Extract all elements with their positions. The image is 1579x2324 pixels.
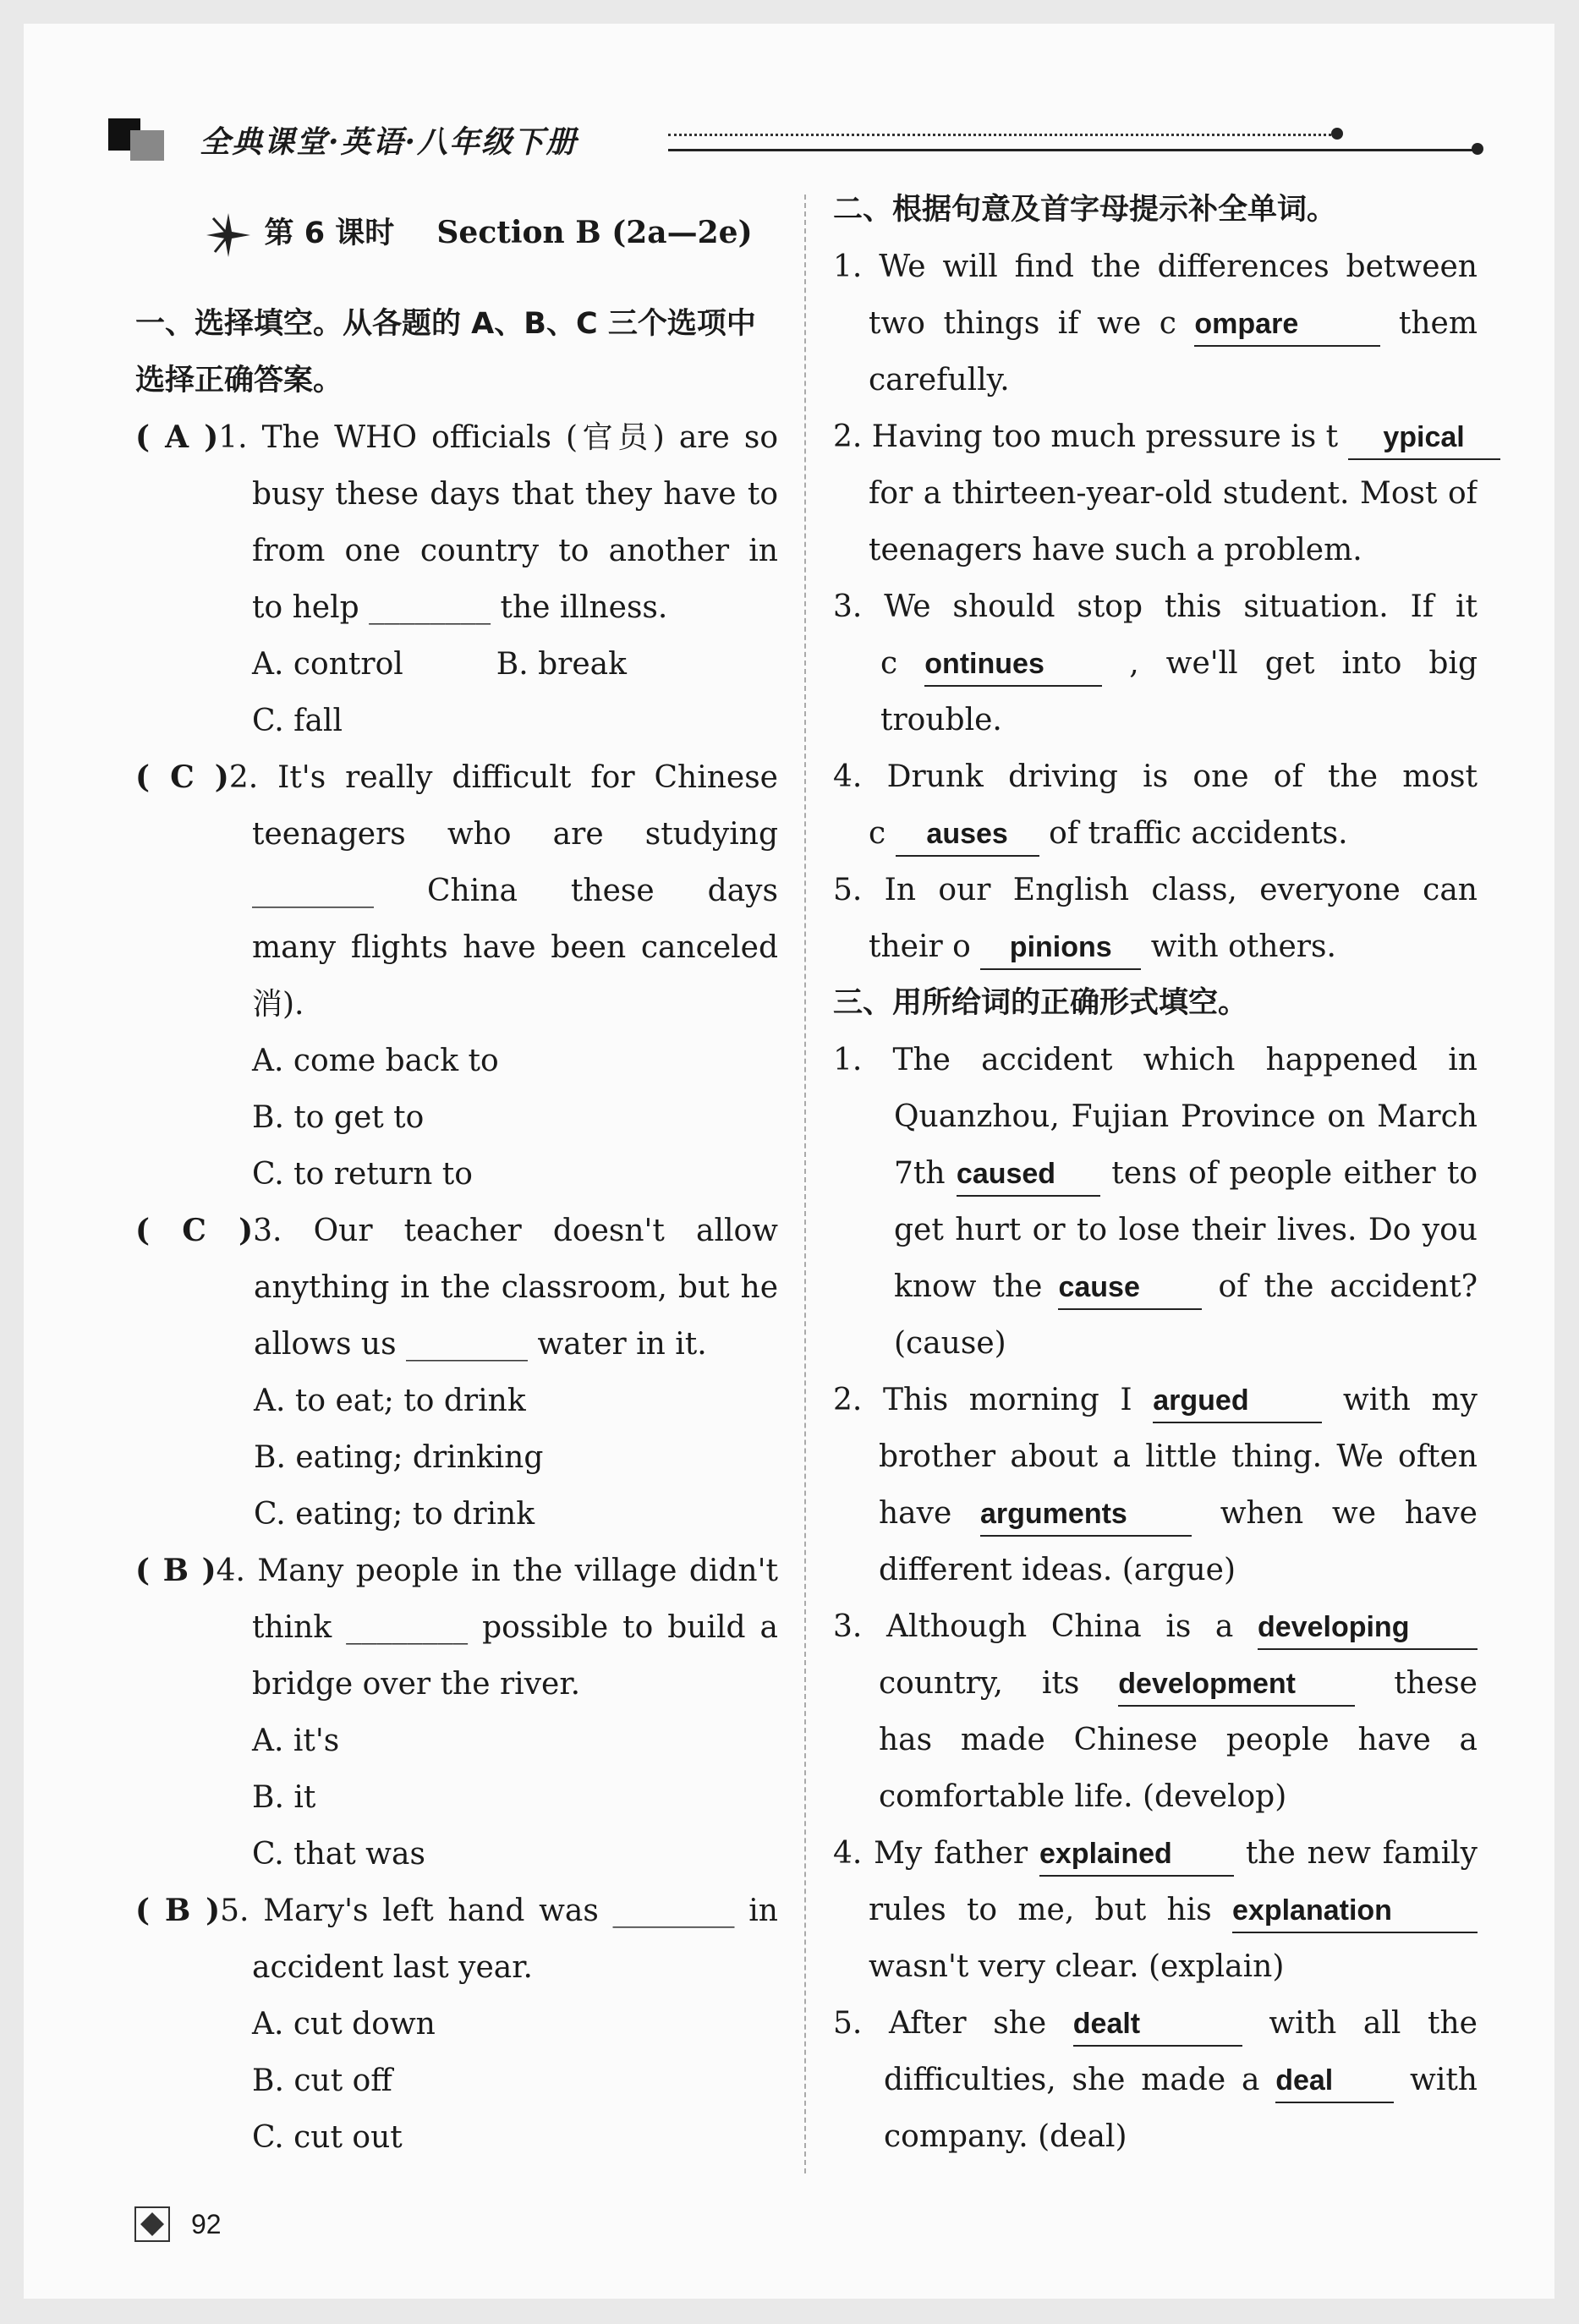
header-dot <box>1331 128 1343 140</box>
question-4: ( B )4. Many people in the village didn't <box>135 1553 778 1588</box>
option-c[interactable]: C. fall <box>252 704 343 738</box>
answer-blank[interactable]: explanation <box>1232 1889 1478 1933</box>
answer-blank[interactable]: dealt <box>1073 2003 1242 2047</box>
option-c[interactable]: C. that was <box>252 1837 425 1872</box>
answer-blank[interactable]: caused <box>957 1153 1100 1197</box>
option-b[interactable]: B. break <box>496 647 627 682</box>
right-column: 二、根据句意及首字母提示补全单词。 1. We will find the differences between two things if we c ompare them carefully. 2. Having too much pressure is t ypical for a thirteen-year-old student. Most of teenagers have such a problem. 3. We should stop this situation. If it c ontinues , we'll get into big trouble. 4. Drunk driving is one of the most c auses of traffic accidents. 5. In our English class, everyone can their o pinions with others. 三、用所给词的正确形式填空。 1. The accident which happened in Quanzhou, Fujian Province on March 7th caused tens of people either to get hurt or to lose their lives. Do you know the cause of the accident? (cause) 2. This morning I argued with my brother about a little thing. We often have arguments when we have different ideas. (argue) 3. Although China is a developing country, its development these has made Chinese people have a comfortable life. (develop) 4. My father explained the new family rules to me, but his explanation wasn't very clear. (explain) 5. After she dealt with all the difficulties, she made a deal with company. (deal) <box>833 182 1478 2165</box>
option-a[interactable]: A. control <box>252 647 403 682</box>
lesson-title <box>203 210 753 260</box>
option-c[interactable]: C. eating; to drink <box>254 1497 535 1532</box>
question-1: ( A )1. The WHO officials (官员) are so <box>135 419 778 455</box>
answer-blank[interactable]: pinions <box>980 926 1141 970</box>
lesson-label: 第 6 课时 <box>264 217 395 250</box>
question-2: ( C )2. It's really difficult for Chinese <box>135 759 778 795</box>
option-c[interactable]: C. to return to <box>252 1157 473 1192</box>
part3-heading: 三、用所给词的正确形式填空。 <box>833 986 1248 1020</box>
answer-blank[interactable]: argued <box>1153 1379 1322 1423</box>
book-title: 全典课堂·英语·八年级下册 <box>200 124 578 160</box>
header-solid-rule <box>668 149 1477 151</box>
question-5: ( B )5. Mary's left hand was ________ in <box>135 1893 778 1928</box>
option-b[interactable]: B. it <box>252 1780 316 1815</box>
option-b[interactable]: B. cut off <box>252 2064 392 2098</box>
options-row <box>135 636 778 693</box>
question-3: ( C )3. Our teacher doesn't allow <box>135 1213 778 1248</box>
option-a[interactable]: A. to eat; to drink <box>254 1384 526 1418</box>
answer-blank[interactable]: development <box>1118 1663 1355 1707</box>
option-a[interactable]: A. it's <box>252 1724 340 1758</box>
answer-choice: C <box>170 759 195 795</box>
option-c[interactable]: C. cut out <box>252 2120 403 2155</box>
page-number: 92 <box>191 2209 222 2239</box>
column-divider <box>804 195 806 2173</box>
answer-choice: B <box>162 1553 189 1588</box>
answer-blank[interactable]: auses <box>896 813 1039 857</box>
answer-blank[interactable]: deal <box>1275 2059 1394 2103</box>
answer-blank[interactable]: ompare <box>1194 303 1380 347</box>
header-dot <box>1472 143 1483 155</box>
answer-blank[interactable]: arguments <box>980 1493 1192 1537</box>
answer-blank[interactable]: developing <box>1258 1606 1478 1650</box>
part2-heading: 二、根据句意及首字母提示补全单词。 <box>833 193 1337 227</box>
answer-choice: A <box>165 419 189 455</box>
diamond-icon <box>134 2206 171 2243</box>
answer-choice: C <box>182 1213 206 1248</box>
answer-blank[interactable]: ypical <box>1348 416 1500 460</box>
answer-blank[interactable]: cause <box>1058 1266 1202 1310</box>
option-b[interactable]: B. eating; drinking <box>254 1440 544 1475</box>
option-a[interactable]: A. cut down <box>252 2007 436 2042</box>
header-dotted-rule <box>668 134 1336 136</box>
part1: 一、选择填空。从各题的 A、B、C 三个选项中 选择正确答案。 ( A )1. The WHO officials (官员) are so busy these days that they have to from one country to another in to help ________ the illness. A. control B. break C. fall ( C )2. It's really difficult for Chinese teenagers who are studying ________ China these days many flights have been canceled 消). A. come back to B. to get to C. to return to ( C )3. Our teacher doesn't allow anything in the classroom, but he allows us ________ water in it. A. to eat; to drink B. eating; drinking C. eating; to drink ( B )4. Many people in the village didn't think ________ possible to build a bridge over the river. A. it's B. it C. that was ( B )5. Mary's left hand was ________ in accident last year. A. cut down B. cut off C. cut out <box>135 296 778 2166</box>
answer-blank[interactable]: ontinues <box>924 643 1102 687</box>
part1-heading-cont: 选择正确答案。 <box>135 364 343 397</box>
header-logo-icon <box>108 118 167 162</box>
sparkle-icon <box>203 210 254 260</box>
option-a[interactable]: A. come back to <box>252 1044 499 1078</box>
lesson-section: Section B (2a—2e) <box>436 215 753 250</box>
part1-heading: 一、选择填空。从各题的 A、B、C 三个选项中 <box>135 307 756 341</box>
answer-choice: B <box>164 1893 191 1928</box>
option-b[interactable]: B. to get to <box>252 1100 425 1135</box>
answer-blank[interactable]: explained <box>1039 1833 1234 1877</box>
